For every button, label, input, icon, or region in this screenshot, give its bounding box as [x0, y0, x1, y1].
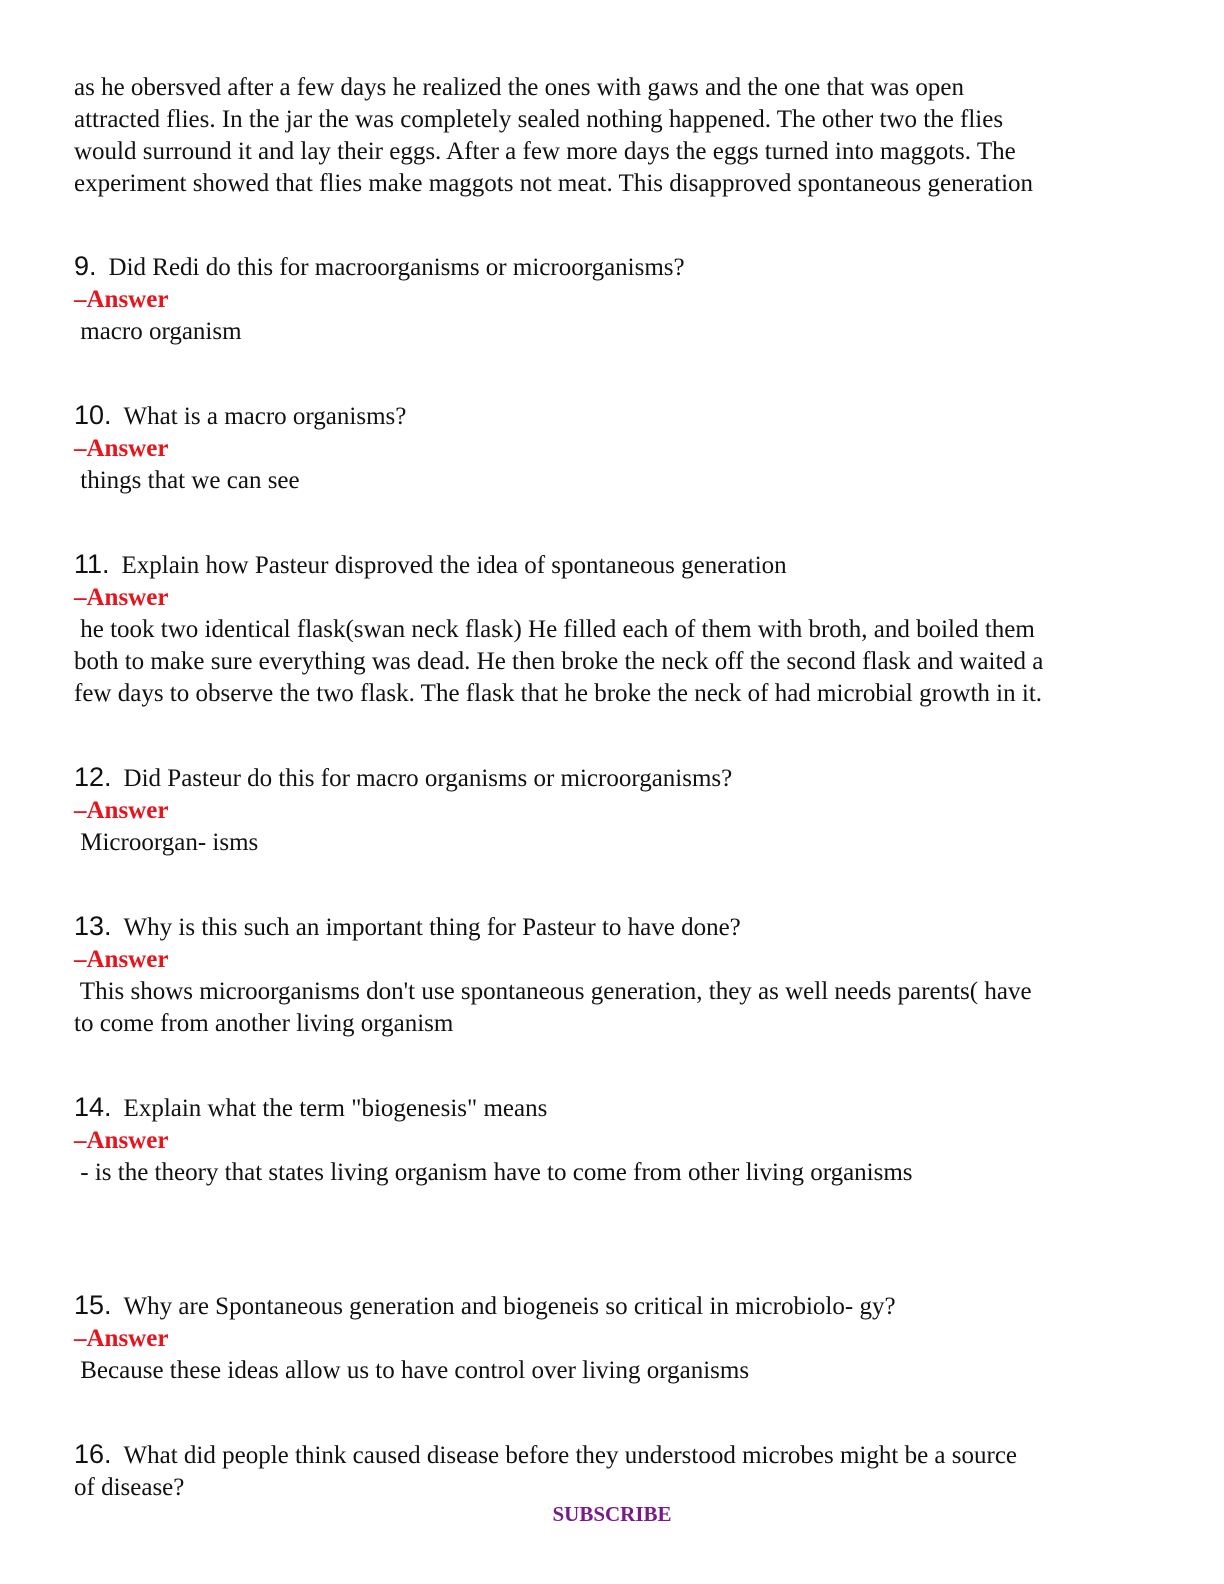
answer-text: both to make sure everything was dead. He then broke the neck off the second flask and waited a	[74, 648, 1044, 675]
question-text: 13. Why is this such an important thing for Pasteur to have done?	[74, 911, 741, 941]
question-text: 12. Did Pasteur do this for macro organisms or microorganisms?	[74, 762, 733, 792]
answer-label: –Answer	[74, 946, 169, 973]
question-text: 16. What did people think caused disease before they understood microbes might be a source	[74, 1439, 1018, 1469]
answer-label: –Answer	[74, 797, 169, 824]
question-block-10	[74, 399, 1144, 497]
question-text-continued: of disease?	[74, 1474, 185, 1501]
question-number: 16.	[74, 1439, 112, 1469]
question-number: 13.	[74, 911, 112, 941]
question-text: 9. Did Redi do this for macroorganisms or microorganisms?	[74, 251, 685, 281]
answer-text: - is the theory that states living organism have to come from other living organisms	[74, 1159, 913, 1186]
question-block-11	[74, 548, 1144, 710]
question-number: 15.	[74, 1290, 112, 1320]
answer-text: This shows microorganisms don't use spontaneous generation, they as well needs parents( have	[74, 978, 1032, 1005]
intro-paragraph	[74, 72, 1144, 200]
answer-label: –Answer	[74, 1325, 169, 1352]
answer-text: to come from another living organism	[74, 1010, 454, 1037]
question-number: 14.	[74, 1092, 112, 1122]
question-number: 11.	[74, 549, 110, 579]
question-number: 9.	[74, 251, 97, 281]
question-number: 12.	[74, 762, 112, 792]
intro-line: as he obersved after a few days he realized the ones with gaws and the one that was open	[74, 74, 964, 101]
answer-text: Microorgan- isms	[74, 829, 259, 856]
document-page	[74, 72, 1144, 1504]
question-block-12	[74, 761, 1144, 859]
intro-line: attracted flies. In the jar the was completely sealed nothing happened. The other two the flies	[74, 106, 1004, 133]
answer-label: –Answer	[74, 1127, 169, 1154]
question-text: 11. Explain how Pasteur disproved the idea of spontaneous generation	[74, 549, 787, 579]
intro-line: experiment showed that flies make maggots not meat. This disapproved spontaneous generation	[74, 170, 1034, 197]
question-block-13	[74, 910, 1144, 1040]
question-number: 10.	[74, 400, 112, 430]
answer-label: –Answer	[74, 435, 169, 462]
intro-line: would surround it and lay their eggs. After a few more days the eggs turned into maggots. The	[74, 138, 1016, 165]
answer-text: few days to observe the two flask. The flask that he broke the neck of had microbial growth in it.	[74, 680, 1043, 707]
answer-label: –Answer	[74, 584, 169, 611]
answer-text: Because these ideas allow us to have control over living organisms	[74, 1357, 750, 1384]
question-block-9	[74, 250, 1144, 348]
answer-text: things that we can see	[74, 467, 300, 494]
answer-text: he took two identical flask(swan neck flask) He filled each of them with broth, and boiled them	[74, 616, 1035, 643]
question-block-14	[74, 1091, 1144, 1189]
answer-text: macro organism	[74, 318, 242, 345]
question-text: 14. Explain what the term "biogenesis" means	[74, 1092, 548, 1122]
question-block-16	[74, 1438, 1144, 1504]
answer-label: –Answer	[74, 286, 169, 313]
question-text: 15. Why are Spontaneous generation and biogeneis so critical in microbiolo- gy?	[74, 1290, 896, 1320]
question-text: 10. What is a macro organisms?	[74, 400, 407, 430]
subscribe-link[interactable]: SUBSCRIBE	[552, 1502, 672, 1526]
question-block-15	[74, 1289, 1144, 1387]
